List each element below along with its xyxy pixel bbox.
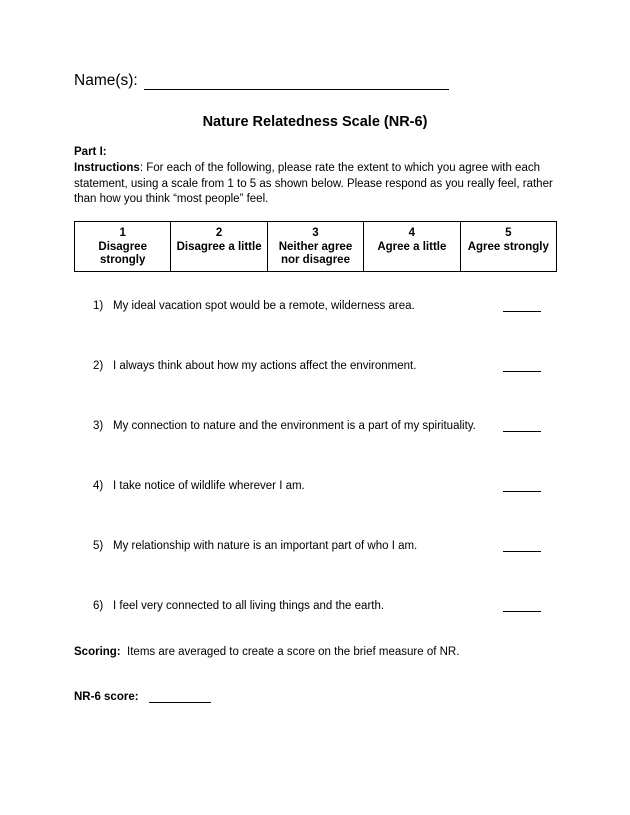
item-number: 4) — [93, 480, 104, 492]
answer-field[interactable] — [503, 431, 541, 432]
instructions-label: Instructions — [74, 162, 140, 174]
scale-option — [364, 222, 460, 272]
list-item — [93, 360, 541, 372]
scale-label: Agree a little — [377, 240, 447, 253]
part-label: Part I: — [74, 146, 107, 158]
scale-number: 4 — [408, 227, 416, 239]
item-number: 2) — [93, 360, 104, 372]
item-text: My connection to nature and the environment is a part of my spirituality. — [113, 420, 476, 432]
list-item — [93, 540, 541, 552]
scale-option — [267, 222, 363, 272]
item-text: I take notice of wildlife wherever I am. — [113, 480, 305, 492]
scale-label: Disagree a little — [176, 240, 262, 253]
name-label: Name(s): — [74, 72, 138, 89]
scale-option — [75, 222, 171, 272]
list-item — [93, 600, 541, 612]
item-number: 3) — [93, 420, 104, 432]
score-row — [74, 691, 211, 703]
scoring-label: Scoring: — [74, 646, 121, 658]
rating-scale-row — [75, 222, 557, 272]
answer-field[interactable] — [503, 371, 541, 372]
scale-number: 5 — [505, 227, 512, 239]
score-field[interactable] — [149, 691, 211, 703]
score-label: NR-6 score: — [74, 691, 139, 703]
rating-scale-table — [74, 221, 557, 272]
item-number: 6) — [93, 600, 104, 612]
item-number: 5) — [93, 540, 104, 552]
answer-field[interactable] — [503, 551, 541, 552]
page-title: Nature Relatedness Scale (NR-6) — [202, 114, 428, 130]
scale-number: 3 — [312, 227, 319, 239]
scale-label: Agree strongly — [467, 240, 549, 253]
item-number: 1) — [93, 300, 104, 312]
list-item — [93, 300, 541, 312]
list-item — [93, 480, 541, 492]
scale-label: Neither agree nor disagree — [278, 240, 353, 266]
item-text: My relationship with nature is an important part of who I am. — [113, 540, 418, 552]
item-text: My ideal vacation spot would be a remote, wilderness area. — [113, 300, 415, 312]
scale-number: 1 — [119, 227, 126, 239]
scale-option — [460, 222, 556, 272]
list-item — [93, 420, 541, 432]
scale-number: 2 — [215, 227, 223, 239]
scoring-note — [74, 646, 459, 658]
scale-label: Disagree strongly — [98, 240, 147, 266]
name-row — [74, 72, 449, 90]
instructions — [74, 161, 554, 208]
answer-field[interactable] — [503, 491, 541, 492]
item-text: I feel very connected to all living things and the earth. — [113, 600, 385, 612]
item-text: I always think about how my actions affect the environment. — [113, 360, 417, 372]
answer-field[interactable] — [503, 611, 541, 612]
instructions-text: : For each of the following, please rate the extent to which you agree with each statement, using a scale from 1 to 5 as shown below. Please respond as you really feel, rather than how you think “most people” feel. — [74, 162, 553, 205]
scale-option — [171, 222, 267, 272]
scoring-text: Items are averaged to create a score on the brief measure of NR. — [127, 646, 460, 658]
answer-field[interactable] — [503, 311, 541, 312]
name-field[interactable] — [144, 73, 449, 90]
